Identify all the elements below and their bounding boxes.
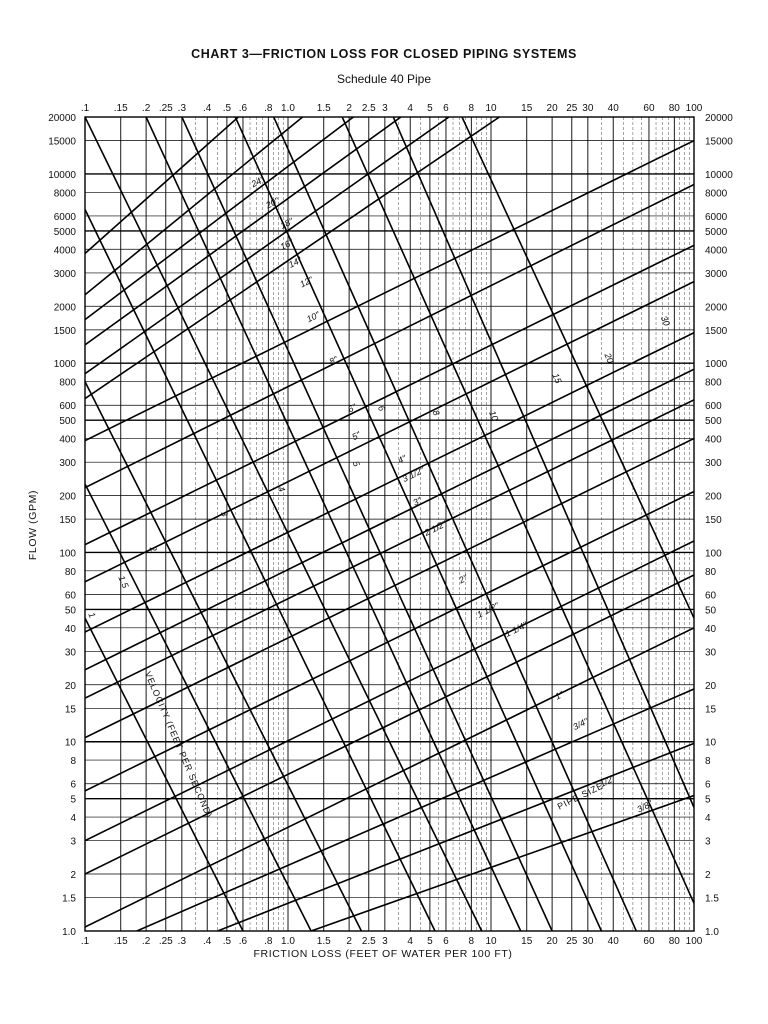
y-tick-label-left: 3000 [53, 268, 76, 280]
grid-layer [85, 117, 694, 931]
y-tick-label-right: 1500 [705, 325, 728, 337]
x-tick-label-top: 20 [546, 103, 558, 114]
x-tick-label-top: 2.5 [361, 103, 376, 114]
y-tick-label-left: 400 [59, 434, 76, 446]
x-tick-label-bottom: 80 [668, 936, 680, 947]
chart-subtitle: Schedule 40 Pipe [336, 72, 432, 86]
pipe-size-label: 3 1/2" [400, 464, 426, 485]
y-tick-label-left: 10 [64, 737, 76, 749]
x-tick-label-bottom: .25 [158, 936, 173, 947]
x-tick-label-bottom: 5 [427, 936, 433, 947]
pipe-size-label: 1/2" [598, 773, 617, 790]
pipe-size-label: 1" [553, 689, 566, 702]
series-layer [85, 117, 694, 931]
x-tick-label-bottom: 40 [607, 936, 619, 947]
x-tick-label-top: .8 [264, 103, 273, 114]
y-tick-label-left: 2 [70, 870, 76, 882]
x-tick-label-top: 6 [443, 103, 449, 114]
y-tick-label-left: 500 [59, 416, 76, 428]
x-tick-label-bottom: 20 [546, 936, 558, 947]
y-tick-label-left: 20 [64, 680, 76, 692]
pipe-size-label: 3" [411, 495, 424, 508]
y-tick-label-left: 60 [64, 590, 76, 602]
pipe-size-label: 8" [327, 354, 340, 367]
y-tick-label-left: 1.5 [62, 893, 76, 905]
y-tick-label-left: 3 [70, 836, 76, 848]
x-axis-title: FRICTION LOSS (FEET OF WATER PER 100 FT) [253, 948, 513, 960]
pipe-size-label: 1 1/2" [475, 600, 501, 620]
x-tick-label-bottom: .1 [80, 936, 90, 947]
x-tick-label-top: .15 [113, 103, 128, 114]
y-tick-label-left: 40 [64, 623, 76, 635]
y-tick-label-left: 8 [70, 756, 76, 768]
y-tick-label-left: 4 [70, 813, 76, 825]
pipe-size-label: 24" [249, 174, 266, 190]
pipe-size-label: 6" [346, 401, 358, 415]
y-tick-label-right: 600 [705, 401, 722, 413]
pipe-size-label: 12" [298, 274, 315, 290]
y-tick-label-left: 600 [59, 401, 76, 413]
x-tick-label-bottom: 1.5 [316, 936, 331, 947]
x-tick-label-top: .5 [222, 103, 232, 114]
y-tick-label-left: 1000 [53, 359, 76, 371]
y-tick-label-right: 20 [705, 680, 717, 692]
velocity-line [274, 117, 637, 931]
x-tick-label-top: 100 [685, 103, 703, 114]
y-tick-label-right: 2 [705, 870, 711, 882]
x-tick-label-bottom: 100 [685, 936, 703, 947]
y-tick-label-right: 100 [705, 548, 722, 560]
pipe-size-annotation: PIPE SIZE [555, 780, 606, 812]
velocity-annotation: VELOCITY (FEET PER SECOND) [142, 669, 215, 820]
y-tick-label-left: 15000 [48, 136, 76, 148]
x-tick-label-bottom: 60 [643, 936, 655, 947]
x-tick-label-bottom: 25 [566, 936, 578, 947]
pipe-size-label: 20" [264, 195, 281, 211]
y-tick-label-left: 4000 [53, 245, 76, 257]
x-tick-label-top: 80 [668, 103, 680, 114]
y-tick-label-right: 8 [705, 756, 711, 768]
velocity-label: 8 [430, 408, 442, 418]
y-tick-label-right: 2000 [705, 302, 728, 314]
x-tick-label-bottom: .6 [238, 936, 248, 947]
y-tick-label-right: 6 [705, 779, 711, 791]
y-tick-label-left: 5000 [53, 226, 76, 238]
y-tick-label-left: 8000 [53, 188, 76, 200]
velocity-label: 6 [375, 403, 388, 413]
curve-labels [86, 174, 671, 820]
y-tick-label-right: 800 [705, 377, 722, 389]
chart-title: CHART 3—FRICTION LOSS FOR CLOSED PIPING SYSTEMS [191, 47, 577, 61]
x-tick-label-bottom: 15 [521, 936, 533, 947]
x-tick-label-bottom: 1.0 [281, 936, 295, 947]
x-tick-label-bottom: .4 [203, 936, 212, 947]
x-tick-label-bottom: 3 [382, 936, 388, 947]
pipe-size-label: 3/8" [635, 798, 654, 815]
x-tick-label-bottom: .15 [113, 936, 128, 947]
pipe-size-label: 16" [278, 237, 295, 252]
y-tick-label-left: 30 [64, 647, 76, 659]
y-tick-label-right: 500 [705, 416, 722, 428]
x-tick-label-bottom: 8 [468, 936, 475, 947]
velocity-line [85, 484, 311, 931]
y-tick-label-left: 6000 [53, 211, 76, 223]
x-tick-label-bottom: 4 [407, 936, 413, 947]
y-tick-label-right: 80 [705, 566, 717, 578]
pipe-size-label: 1 1/4" [503, 619, 529, 639]
velocity-label: 30 [658, 314, 672, 328]
y-tick-label-left: 200 [59, 491, 76, 503]
pipe-size-label: 18" [278, 216, 295, 231]
y-tick-label-left: 800 [59, 377, 76, 389]
pipe-size-label: 3/4" [571, 716, 590, 733]
plot-border [85, 117, 694, 931]
y-tick-label-right: 300 [705, 458, 722, 470]
y-tick-label-right: 1.0 [705, 927, 719, 938]
y-tick-label-left: 150 [59, 515, 76, 527]
y-tick-label-left: 1500 [53, 325, 76, 337]
y-tick-label-right: 4 [705, 813, 711, 825]
x-tick-label-bottom: .8 [264, 936, 273, 947]
y-tick-label-right: 50 [705, 605, 717, 617]
pipe-size-line [85, 439, 694, 738]
velocity-label: 20 [602, 351, 616, 365]
x-tick-label-bottom: 10 [485, 936, 497, 947]
x-tick-label-top: 30 [582, 103, 594, 114]
velocity-label: 1.5 [116, 574, 131, 590]
x-tick-label-bottom: 30 [582, 936, 594, 947]
y-tick-label-right: 150 [705, 515, 722, 527]
velocity-label: 4 [275, 484, 288, 494]
y-tick-label-left: 20000 [48, 113, 76, 124]
y-tick-label-right: 8000 [705, 188, 728, 200]
velocity-label: 2 [147, 544, 159, 554]
x-tick-label-bottom: 6 [443, 936, 449, 947]
x-tick-label-bottom: .3 [177, 936, 187, 947]
y-tick-label-left: 80 [64, 566, 76, 578]
x-tick-label-top: .3 [177, 103, 187, 114]
pipe-size-label: 10" [304, 309, 322, 325]
velocity-label: 1 [86, 610, 98, 620]
x-tick-label-top: .4 [203, 103, 212, 114]
pipe-size-label: 2 1/2" [422, 518, 448, 538]
y-tick-label-right: 15 [705, 704, 717, 716]
velocity-line [85, 382, 361, 931]
y-tick-label-right: 200 [705, 491, 722, 503]
y-tick-label-right: 3000 [705, 268, 728, 280]
x-tick-label-top: 3 [382, 103, 388, 114]
y-tick-label-left: 10000 [48, 169, 76, 181]
y-tick-label-right: 30 [705, 647, 717, 659]
velocity-line [85, 209, 435, 931]
x-tick-label-top: 25 [566, 103, 578, 114]
x-tick-label-top: 1.0 [281, 103, 295, 114]
pipe-size-label: 14" [286, 254, 304, 270]
x-tick-label-bottom: 2 [346, 936, 352, 947]
y-tick-label-right: 1000 [705, 359, 728, 371]
pipe-size-line [85, 117, 449, 374]
pipe-size-line [85, 541, 694, 841]
y-tick-label-left: 1.0 [62, 927, 76, 938]
velocity-label: 15 [550, 371, 564, 385]
x-tick-label-bottom: .5 [222, 936, 232, 947]
y-tick-label-left: 300 [59, 458, 76, 470]
y-tick-label-right: 5 [705, 794, 711, 806]
pipe-size-label: 2" [457, 572, 470, 586]
plot-frame [85, 117, 694, 931]
y-tick-label-right: 40 [705, 623, 717, 635]
x-tick-label-top: 8 [468, 103, 475, 114]
y-tick-label-right: 400 [705, 434, 722, 446]
y-tick-label-right: 1.5 [705, 893, 719, 905]
y-tick-label-left: 2000 [53, 302, 76, 314]
y-tick-label-right: 10 [705, 737, 717, 749]
x-tick-label-bottom: 2.5 [361, 936, 376, 947]
pipe-size-line [218, 743, 694, 931]
velocity-label: 5 [350, 459, 362, 469]
x-tick-label-top: 60 [643, 103, 655, 114]
y-tick-label-left: 15 [64, 704, 76, 716]
x-tick-label-top: 10 [485, 103, 497, 114]
x-tick-label-top: .2 [141, 103, 151, 114]
y-tick-label-left: 6 [70, 779, 76, 791]
x-tick-label-bottom: .2 [141, 936, 151, 947]
y-tick-label-right: 15000 [705, 136, 733, 148]
x-tick-label-top: .25 [158, 103, 173, 114]
x-tick-label-top: 1.5 [316, 103, 331, 114]
y-tick-label-left: 50 [64, 605, 76, 617]
x-tick-label-top: .6 [238, 103, 248, 114]
x-tick-label-top: .1 [80, 103, 90, 114]
y-tick-label-left: 100 [59, 548, 76, 560]
x-tick-label-top: 15 [521, 103, 533, 114]
y-tick-label-right: 6000 [705, 211, 728, 223]
y-tick-label-right: 10000 [705, 169, 733, 181]
x-tick-label-top: 2 [346, 103, 352, 114]
y-tick-label-right: 20000 [705, 113, 733, 124]
y-tick-label-left: 5 [70, 794, 76, 806]
pipe-size-label: 5" [350, 429, 363, 443]
velocity-label: 10 [487, 409, 501, 423]
velocity-label: 3 [218, 509, 230, 519]
x-tick-label-top: 4 [407, 103, 413, 114]
y-tick-label-right: 3 [705, 836, 711, 848]
y-tick-label-right: 4000 [705, 245, 728, 257]
y-tick-label-right: 60 [705, 590, 717, 602]
pipe-size-label: 4" [396, 453, 408, 466]
y-tick-label-right: 5000 [705, 226, 728, 238]
pipe-size-line [85, 400, 694, 698]
x-tick-label-top: 5 [427, 103, 433, 114]
y-axis-title: FLOW (GPM) [27, 489, 39, 561]
x-tick-label-top: 40 [607, 103, 619, 114]
